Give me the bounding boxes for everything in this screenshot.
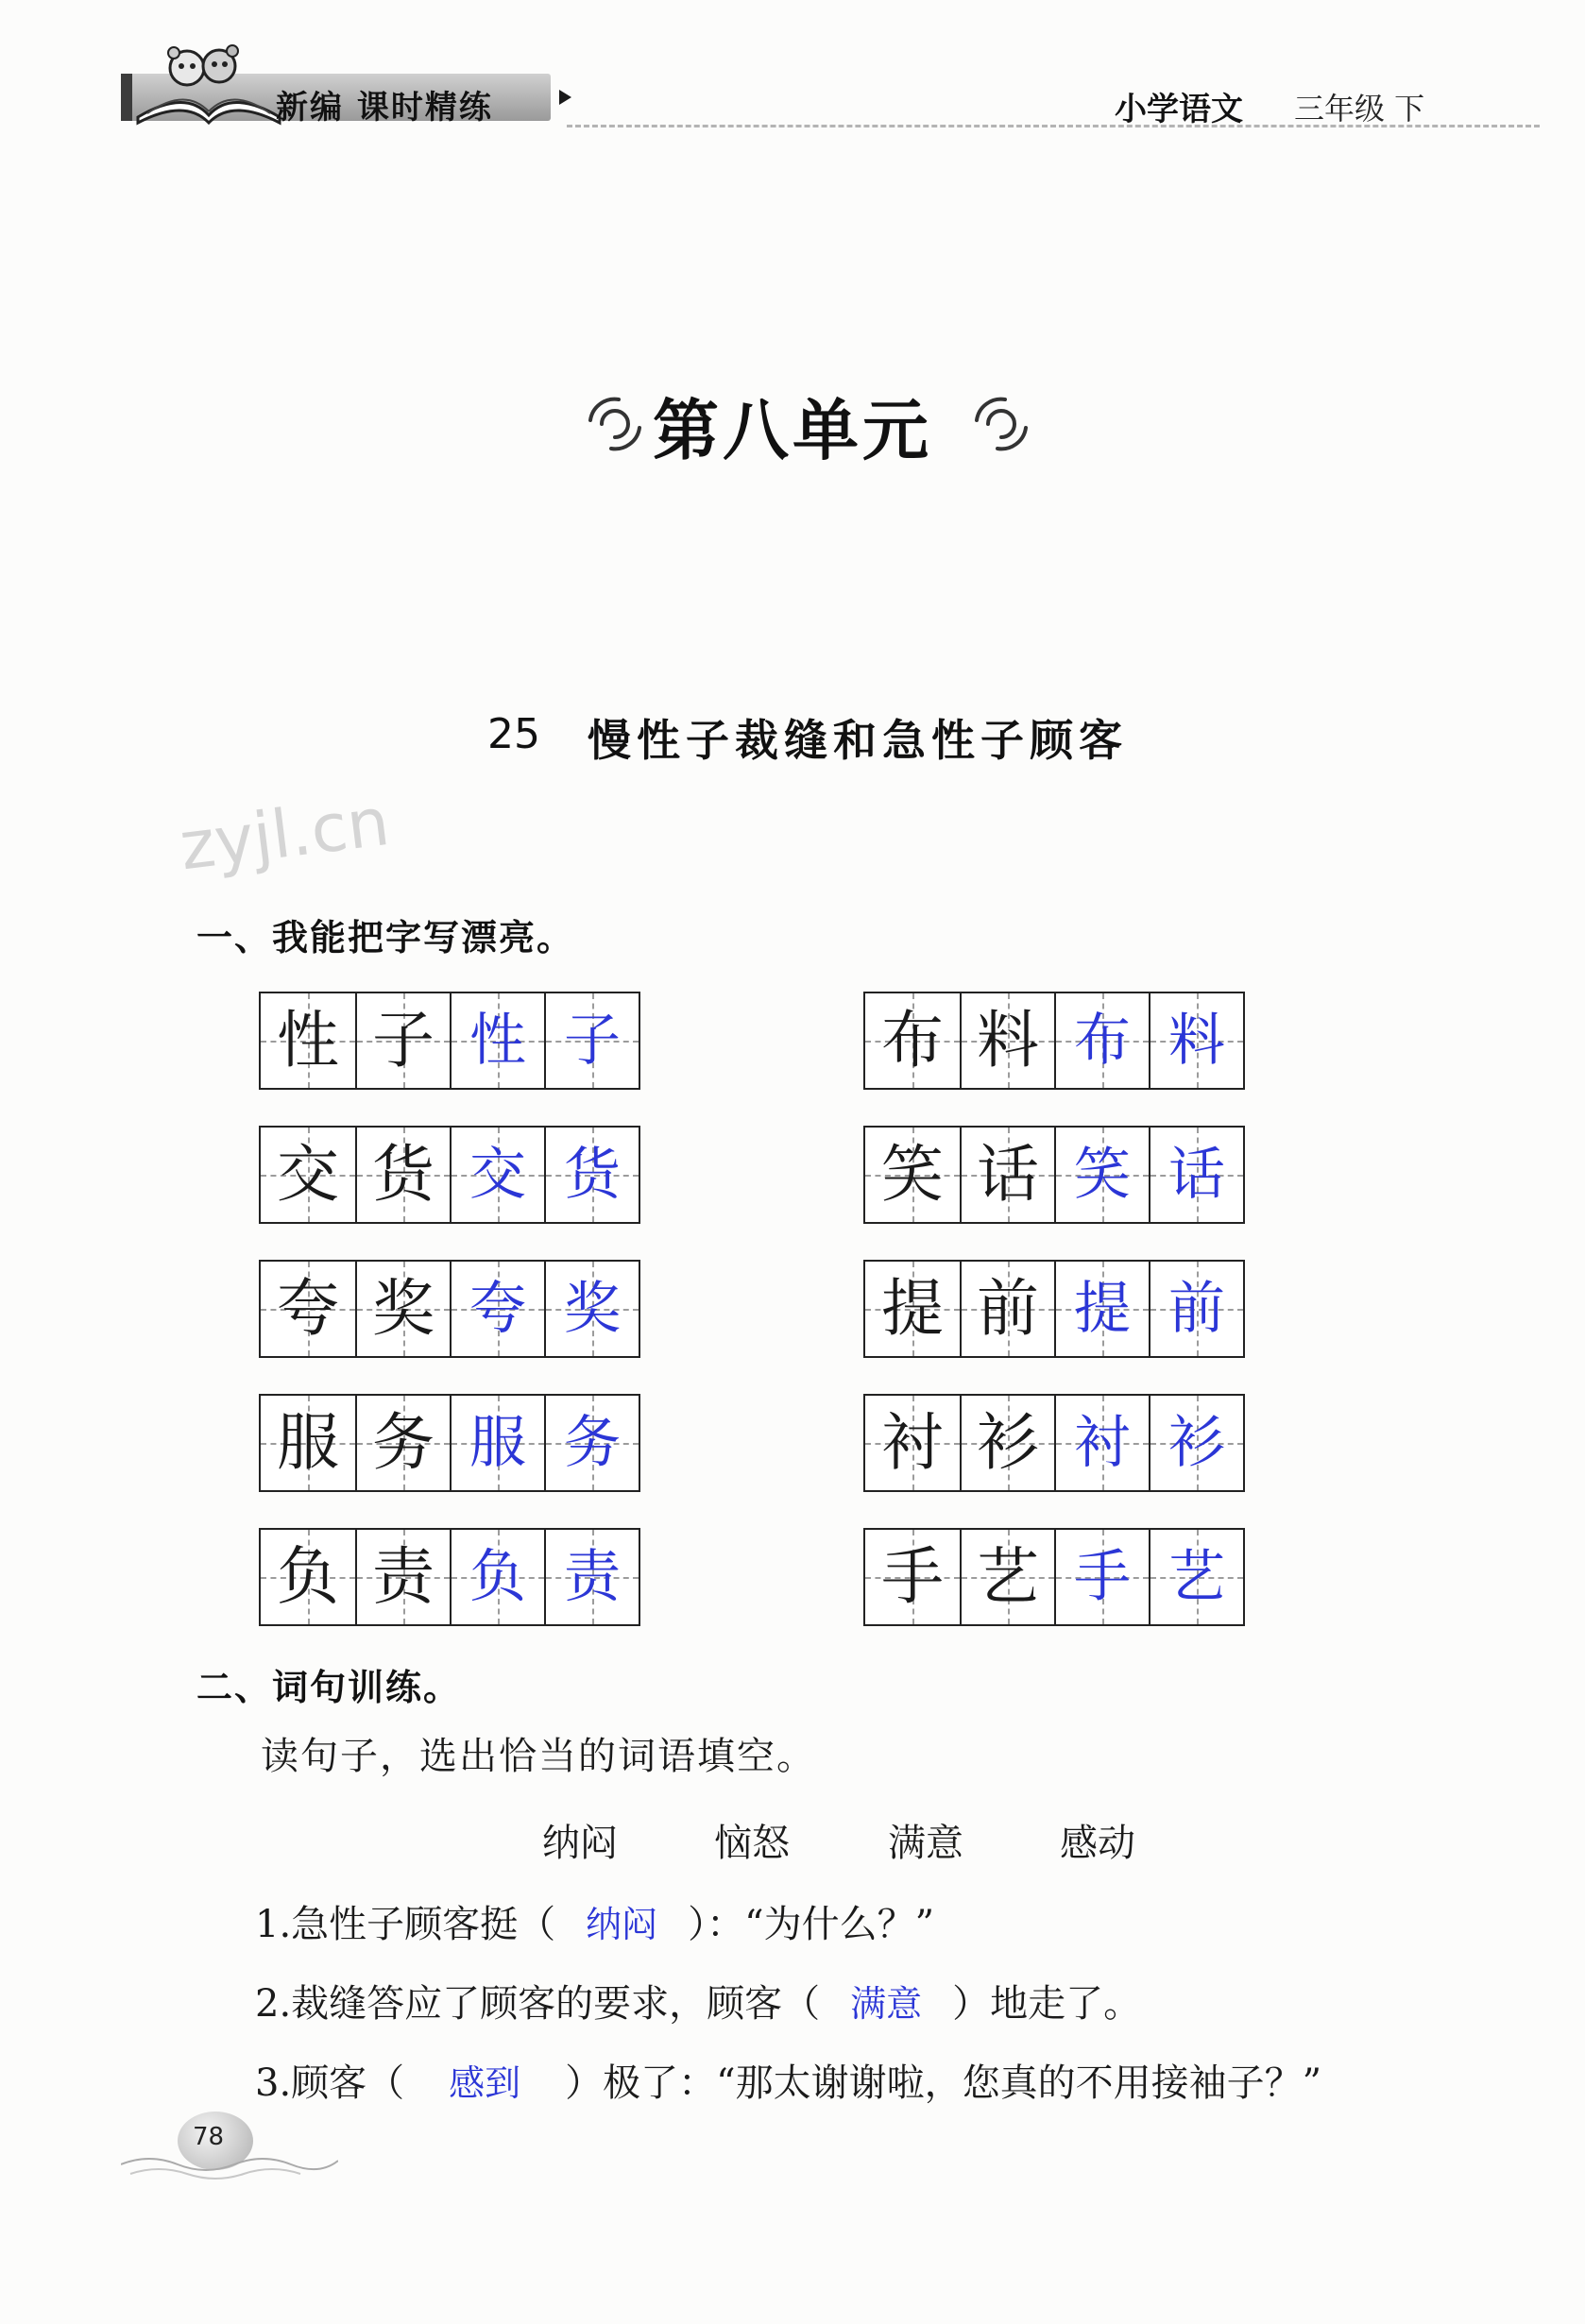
question-2: [255, 1974, 1141, 2027]
handwritten-character: 提: [1074, 1276, 1131, 1342]
page-number: 78: [193, 2123, 225, 2151]
grid-cell-answer[interactable]: [544, 1128, 639, 1222]
grid-cell-printed: [865, 1262, 960, 1356]
handwritten-character: 艺: [1168, 1544, 1225, 1610]
handwritten-character: 夸: [469, 1276, 526, 1342]
handwritten-character: 话: [1168, 1142, 1225, 1208]
handwritten-character: 服: [469, 1410, 526, 1476]
exercise-instruction: 读句子，选出恰当的词语填空。: [261, 1735, 816, 1778]
practice-grid: [259, 992, 640, 1090]
handwritten-character: 务: [564, 1410, 621, 1476]
model-character: 艺: [977, 1540, 1039, 1613]
grid-cell-printed: [261, 1396, 355, 1490]
grid-cell-answer[interactable]: [450, 1128, 544, 1222]
model-character: 话: [977, 1138, 1039, 1211]
grid-cell-printed: [261, 1530, 355, 1624]
word-bank-item: 纳闷: [542, 1822, 618, 1865]
lesson-title: 慢性子裁缝和急性子顾客: [588, 715, 1128, 766]
grid-cell-printed: [355, 1262, 450, 1356]
grid-cell-printed: [261, 993, 355, 1088]
grid-cell-answer[interactable]: [544, 1530, 639, 1624]
grid-cell-answer[interactable]: [450, 1530, 544, 1624]
question-2-suffix: ）地走了。: [952, 1982, 1142, 2026]
grid-cell-answer[interactable]: [1149, 1262, 1243, 1356]
section-heading-word-training: 二、词句训练。: [196, 1667, 462, 1708]
handwritten-character: 料: [1168, 1008, 1225, 1074]
grid-cell-answer[interactable]: [450, 1262, 544, 1356]
grid-cell-answer[interactable]: [544, 1262, 639, 1356]
model-character: 奖: [372, 1272, 435, 1345]
handwritten-character: 货: [564, 1142, 621, 1208]
question-3-prefix: 3.顾客（: [255, 2061, 405, 2105]
unit-title: 第八单元: [653, 391, 932, 469]
grid-cell-printed: [960, 1262, 1054, 1356]
grid-cell-answer[interactable]: [1054, 1128, 1149, 1222]
grid-cell-answer[interactable]: [544, 1396, 639, 1490]
model-character: 交: [277, 1138, 339, 1211]
word-bank-item: 满意: [888, 1822, 963, 1865]
handwritten-character: 笑: [1074, 1142, 1131, 1208]
model-character: 性: [277, 1004, 339, 1077]
wave-decoration-icon: [121, 2136, 338, 2183]
grid-cell-printed: [355, 993, 450, 1088]
header-grade: 三年级 下: [1294, 91, 1425, 127]
model-character: 前: [977, 1272, 1039, 1345]
model-character: 提: [881, 1272, 944, 1345]
grid-cell-answer[interactable]: [1054, 993, 1149, 1088]
grid-cell-answer[interactable]: [1054, 1530, 1149, 1624]
model-character: 夸: [277, 1272, 339, 1345]
grid-cell-printed: [865, 993, 960, 1088]
model-character: 务: [372, 1406, 435, 1479]
grid-cell-printed: [261, 1128, 355, 1222]
grid-cell-printed: [355, 1396, 450, 1490]
question-2-answer[interactable]: 满意: [850, 1983, 923, 2025]
section-heading-writing: 一、我能把字写漂亮。: [196, 917, 575, 958]
book-mascot-icon: [128, 32, 289, 127]
handwritten-character: 前: [1168, 1276, 1225, 1342]
watermark: zyjl.cn: [176, 782, 394, 886]
grid-cell-answer[interactable]: [1054, 1396, 1149, 1490]
handwritten-character: 衬: [1074, 1410, 1131, 1476]
handwritten-character: 交: [469, 1142, 526, 1208]
grid-cell-answer[interactable]: [450, 1396, 544, 1490]
grid-cell-printed: [261, 1262, 355, 1356]
handwritten-character: 布: [1074, 1008, 1131, 1074]
handwritten-character: 子: [564, 1008, 621, 1074]
model-character: 笑: [881, 1138, 944, 1211]
handwritten-character: 性: [469, 1008, 526, 1074]
grid-cell-printed: [865, 1128, 960, 1222]
practice-grid: [863, 1260, 1245, 1358]
practice-grid: [863, 1528, 1245, 1626]
question-3-suffix: ）极了：“那太谢谢啦，您真的不用接袖子？”: [565, 2061, 1322, 2105]
question-3: [255, 2053, 1321, 2107]
word-bank-item: 感动: [1060, 1822, 1135, 1865]
grid-cell-answer[interactable]: [1149, 1128, 1243, 1222]
practice-grid: [863, 992, 1245, 1090]
question-1: [255, 1894, 934, 1948]
model-character: 服: [277, 1406, 339, 1479]
grid-cell-printed: [960, 1530, 1054, 1624]
handwritten-character: 责: [564, 1544, 621, 1610]
model-character: 子: [372, 1004, 435, 1077]
handwritten-character: 负: [469, 1544, 526, 1610]
practice-grid: [259, 1126, 640, 1224]
model-character: 货: [372, 1138, 435, 1211]
word-bank-item: 恼怒: [714, 1822, 790, 1865]
grid-cell-printed: [960, 1128, 1054, 1222]
grid-cell-answer[interactable]: [1054, 1262, 1149, 1356]
grid-cell-printed: [355, 1530, 450, 1624]
grid-cell-printed: [960, 993, 1054, 1088]
model-character: 衬: [881, 1406, 944, 1479]
lesson-number: 25: [487, 710, 540, 758]
grid-cell-printed: [865, 1530, 960, 1624]
question-3-answer[interactable]: 感到: [449, 2062, 521, 2104]
question-1-suffix: ）：“为什么？”: [688, 1903, 935, 1946]
model-character: 衫: [977, 1406, 1039, 1479]
handwritten-character: 衫: [1168, 1410, 1225, 1476]
handwritten-character: 手: [1074, 1544, 1131, 1610]
swirl-ornament-right-icon: [969, 392, 1033, 456]
model-character: 负: [277, 1540, 339, 1613]
grid-cell-answer[interactable]: [544, 993, 639, 1088]
grid-cell-printed: [960, 1396, 1054, 1490]
model-character: 责: [372, 1540, 435, 1613]
model-character: 手: [881, 1540, 944, 1613]
grid-cell-answer[interactable]: [1149, 1396, 1243, 1490]
grid-cell-answer[interactable]: [1149, 1530, 1243, 1624]
handwritten-character: 奖: [564, 1276, 621, 1342]
model-character: 料: [977, 1004, 1039, 1077]
grid-cell-printed: [865, 1396, 960, 1490]
practice-grid: [259, 1528, 640, 1626]
practice-grid: [863, 1126, 1245, 1224]
practice-grid: [259, 1260, 640, 1358]
header-subject: 小学语文: [1115, 91, 1243, 128]
grid-cell-answer[interactable]: [1149, 993, 1243, 1088]
header-brand: 新编 课时精练: [276, 89, 493, 127]
practice-grid: [259, 1394, 640, 1492]
grid-cell-answer[interactable]: [450, 993, 544, 1088]
question-2-prefix: 2.裁缝答应了顾客的要求，顾客（: [255, 1982, 821, 2026]
question-1-prefix: 1.急性子顾客挺（: [255, 1903, 556, 1946]
model-character: 布: [881, 1004, 944, 1077]
grid-cell-printed: [355, 1128, 450, 1222]
question-1-answer[interactable]: 纳闷: [586, 1904, 658, 1945]
practice-grid: [863, 1394, 1245, 1492]
